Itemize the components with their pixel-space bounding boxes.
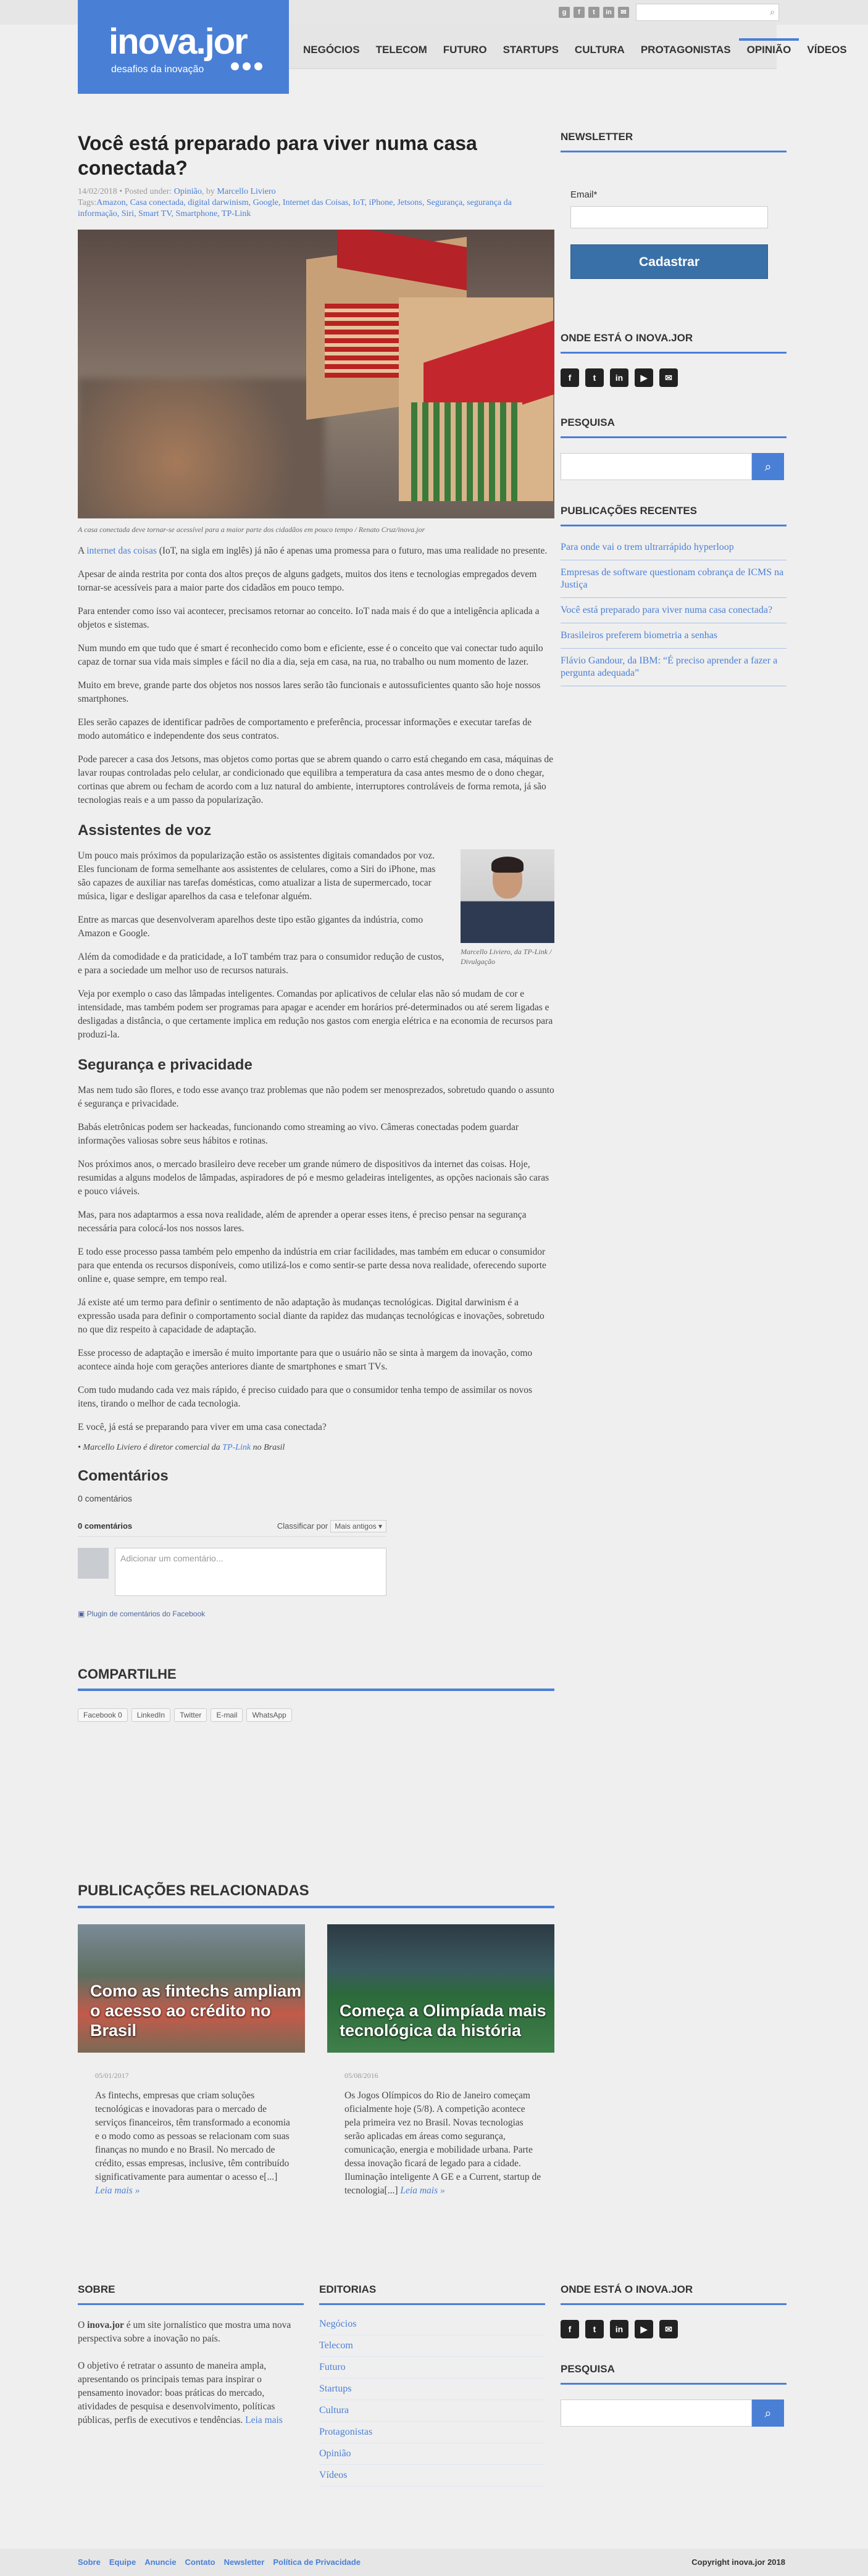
sidebar	[561, 131, 787, 686]
bottom-link[interactable]: Equipe	[109, 2557, 136, 2567]
share-whatsapp-button[interactable]: WhatsApp	[246, 1708, 291, 1722]
related-card-title[interactable]: Como as fintechs ampliam o acesso ao crédito no Brasil	[90, 1982, 302, 2040]
share-facebook-button[interactable]: Facebook 0	[78, 1708, 128, 1722]
where-title: ONDE ESTÁ O INOVA.JOR	[561, 332, 787, 354]
share-email-button[interactable]: E-mail	[211, 1708, 243, 1722]
related-card-date: 05/08/2016	[344, 2071, 378, 2080]
author-bio: • Marcello Liviero é diretor comercial da TP-Link no Brasil	[78, 1443, 285, 1452]
article-date: 14/02/2018	[78, 187, 117, 196]
article-meta: 14/02/2018 • Posted under: Opinião, by Marcello Liviero Tags:Amazon, Casa conectada, digital darwinism, Google, Internet das Coisas, IoT, iPhone, Jetsons, Segurança, segurança da informação, Siri, Smart TV, Smartphone, TP-Link	[78, 187, 512, 218]
read-more-link[interactable]: Leia mais »	[400, 2185, 445, 2196]
related-card[interactable]	[78, 1924, 305, 2198]
recent-item[interactable]: Flávio Gandour, da IBM: “É preciso aprender a fazer a pergunta adequada”	[561, 649, 787, 686]
twitter-icon[interactable]: t	[585, 368, 604, 387]
paragraph: Já existe até um termo para definir o sentimento de não adaptação às mudanças tecnológicas. Digital darwinism é a expressão usada para definir o comportamento social diante da rapidez das mudanças tecnológicas e inovações, sobretudo no que diz respeito à capacidade de adaptação.	[78, 1297, 545, 1335]
avatar	[78, 1548, 109, 1579]
email-field[interactable]	[570, 206, 768, 228]
footer-editorias	[319, 2283, 545, 2487]
tags-label: Tags:	[78, 198, 97, 207]
paragraph: Nos próximos anos, o mercado brasileiro deve receber um grande número de dispositivos da internet das coisas. Hoje, resumidas a alguns modelos de lâmpadas, aspiradores de pó e mesmo geladeiras inteligentes, as opções nacionais são caras e pouco viáveis.	[78, 1159, 549, 1197]
twitter-icon[interactable]: t	[585, 2320, 604, 2338]
youtube-icon[interactable]: ▶	[635, 368, 653, 387]
youtube-icon[interactable]: ▶	[635, 2320, 653, 2338]
fb-comments-bar	[78, 1516, 386, 1537]
recent-item[interactable]: Brasileiros preferem biometria a senhas	[561, 623, 787, 649]
sort-select[interactable]: Mais antigos ▾	[330, 1520, 386, 1532]
paragraph: Para entender como isso vai acontecer, precisamos retornar ao conceito. IoT nada mais é do que a inteligência aplicada a objetos e sistemas.	[78, 606, 540, 630]
paragraph: Além da comodidade e da praticidade, a IoT também traz para o consumidor redução de custos, e para a sociedade um melhor uso de recursos naturais.	[78, 952, 444, 976]
fb-compose	[78, 1548, 554, 1596]
menu-startups[interactable]: STARTUPS	[503, 44, 559, 56]
related-card-image[interactable]	[78, 1924, 305, 2053]
footer-search-input[interactable]	[561, 2399, 752, 2427]
menu-protagonistas[interactable]: PROTAGONISTAS	[640, 44, 731, 56]
iot-link[interactable]: internet das coisas	[86, 546, 157, 556]
comments-count: 0 comentários	[78, 1494, 132, 1503]
recent-item[interactable]: Para onde vai o trem ultrarrápido hyperloop	[561, 535, 787, 560]
top-social-icons	[559, 7, 629, 18]
paragraph: Mas, para nos adaptarmos a essa nova realidade, além de aprender a operar esses itens, é preciso pensar na segurança necessária para colocá-los nos nossos lares.	[78, 1210, 527, 1234]
bottom-link[interactable]: Contato	[185, 2557, 215, 2567]
about-text: O objetivo é retratar o assunto de maneira ampla, apresentando os principais temas para inspirar o pensamento inovador: boas práticas do mercado, atividades de pesquisa e desenvolvimento, políticas públicas, perfis de executivos e tendências. Leia mais	[78, 2361, 283, 2425]
article-body	[78, 544, 554, 1453]
bottom-bar	[0, 2549, 868, 2576]
sidebar-search	[561, 453, 787, 480]
paragraph: A internet das coisas (IoT, na sigla em inglês) já não é apenas uma promessa para o futuro, mas uma realidade no presente.	[78, 546, 548, 556]
editoria-link[interactable]: Telecom	[319, 2335, 545, 2357]
posted-label: • Posted under:	[119, 187, 172, 196]
footer-search	[561, 2399, 787, 2427]
facebook-icon[interactable]: f	[574, 7, 585, 18]
menu-videos[interactable]: VÍDEOS	[807, 44, 847, 56]
tplink-link[interactable]: TP-Link	[222, 1443, 251, 1452]
footer-where-title: ONDE ESTÁ O INOVA.JOR	[561, 2283, 787, 2305]
author-link[interactable]: Marcello Liviero	[217, 187, 276, 196]
footer-social	[561, 2320, 787, 2338]
email-icon[interactable]: ✉	[659, 368, 678, 387]
recent-list	[561, 535, 787, 686]
share-twitter-button[interactable]: Twitter	[174, 1708, 207, 1722]
subscribe-button[interactable]: Cadastrar	[570, 244, 768, 279]
menu-futuro[interactable]: FUTURO	[443, 44, 487, 56]
logo-brand: inova.jor	[109, 22, 247, 62]
paragraph: Muito em breve, grande parte dos objetos nos nossos lares serão tão funcionais e autossuficientes quanto são hoje nossos smartphones.	[78, 680, 541, 704]
linkedin-icon[interactable]: in	[603, 7, 614, 18]
editoria-link[interactable]: Startups	[319, 2379, 545, 2400]
search-icon: ⌕	[764, 459, 772, 474]
email-icon[interactable]: ✉	[618, 7, 629, 18]
copyright: Copyright inova.jor 2018	[691, 2557, 785, 2567]
search-input[interactable]	[561, 453, 752, 480]
hero-caption: A casa conectada deve tornar-se acessível para a maior parte dos cidadãos em pouco tempo / Renato Cruz/inova.jor	[78, 525, 425, 534]
paragraph: E você, já está se preparando para viver em uma casa conectada?	[78, 1422, 327, 1432]
google-plus-icon[interactable]: g	[559, 7, 570, 18]
related-card-image[interactable]	[327, 1924, 554, 2053]
related-card-title[interactable]: Começa a Olimpíada mais tecnológica da história	[340, 2001, 546, 2040]
fb-sort: Classificar por Mais antigos ▾	[277, 1520, 386, 1532]
paragraph: E todo esse processo passa também pelo empenho da indústria em criar facilidades, mas também em educar o consumidor para que entenda os recursos disponíveis, como utilizá-los e como sentir-se parte dessa nova realidade, oferecendo suporte online e, quase sempre, em tempo real.	[78, 1247, 546, 1284]
paragraph: Entre as marcas que desenvolveram aparelhos deste tipo estão gigantes da indústria, como Amazon e Google.	[78, 915, 424, 939]
facebook-icon: ▣	[78, 1610, 87, 1618]
paragraph: Pode parecer a casa dos Jetsons, mas objetos como portas que se abrem quando o carro está chegando em casa, máquinas de lavar roupas controladas pelo celular, ar condicionado que equilibra a temperatura da casa antes mesmo de o dono chegar, cortinas que abrem ou fecham de acordo com a luz natural do ambiente, interruptores controláveis de forma remota, já são tecnologias reais e a um passo da popularização.	[78, 754, 553, 805]
facebook-icon[interactable]: f	[561, 368, 579, 387]
bottom-link[interactable]: Anuncie	[144, 2557, 177, 2567]
fb-plugin-link[interactable]: ▣ Plugin de comentários do Facebook	[78, 1610, 206, 1618]
heading-security: Segurança e privacidade	[78, 1057, 252, 1073]
read-more-link[interactable]: Leia mais »	[95, 2185, 140, 2196]
menu-cultura[interactable]: CULTURA	[574, 44, 625, 56]
footer-where	[561, 2283, 787, 2427]
editoria-link[interactable]: Protagonistas	[319, 2422, 545, 2443]
share-title: COMPARTILHE	[78, 1666, 554, 1691]
linkedin-icon[interactable]: in	[610, 368, 628, 387]
fb-comments-count: 0 comentários	[78, 1521, 133, 1531]
category-link[interactable]: Opinião	[173, 187, 202, 196]
search-icon[interactable]: ⌕	[770, 7, 775, 17]
about-read-more-link[interactable]: Leia mais	[245, 2415, 283, 2425]
menu-opiniao[interactable]: OPINIÃO	[739, 38, 799, 57]
editoria-link[interactable]: Negócios	[319, 2314, 545, 2335]
menu-telecom[interactable]: TELECOM	[375, 44, 427, 56]
editorias-title: EDITORIAS	[319, 2283, 545, 2305]
email-icon[interactable]: ✉	[659, 2320, 678, 2338]
twitter-icon[interactable]: t	[588, 7, 599, 18]
paragraph: Babás eletrônicas podem ser hackeadas, funcionando como streaming ao vivo. Câmeras conectadas podem guardar informações valiosas sobre seus hábitos e rotinas.	[78, 1122, 519, 1146]
related-card-text: Os Jogos Olímpicos do Rio de Janeiro começam oficialmente hoje (5/8). A competição acontece pela primeira vez no Brasil. Novas tecnologias serão aplicadas em áreas como segurança, comunicação, energia e mobilidade urbana. Parte dessa inovação ficará de legado para a cidade. Iluminação inteligente A GE e a Current, startup de tecnologia[...] Leia mais »	[344, 2090, 541, 2196]
recent-item[interactable]: Você está preparado para viver numa casa conectada?	[561, 598, 787, 623]
comment-input[interactable]: Adicionar um comentário...	[115, 1548, 386, 1596]
comments-title: Comentários	[78, 1468, 169, 1484]
search-button[interactable]	[752, 453, 784, 480]
about-text: O inova.jor é um site jornalístico que mostra uma nova perspectiva sobre a inovação no país.	[78, 2320, 291, 2344]
paragraph: Num mundo em que tudo que é smart é reconhecido como bom e eficiente, esse é o conceito que vai conectar tudo aquilo capaz de tornar sua vida mais simples e fácil no dia a dia, seja em casa, na rua, no trabalho ou num momento de lazer.	[78, 643, 543, 667]
paragraph: Com tudo mudando cada vez mais rápido, é preciso cuidado para que o consumidor tenha tempo de assimilar os novos itens, tirando o melhor de cada tecnologia.	[78, 1385, 533, 1409]
editorias-list	[319, 2314, 545, 2487]
newsletter-title: NEWSLETTER	[561, 131, 787, 152]
recent-item[interactable]: Empresas de software questionam cobrança de ICMS na Justiça	[561, 560, 787, 598]
sidebar-social	[561, 368, 787, 387]
share-linkedin-button[interactable]: LinkedIn	[131, 1708, 170, 1722]
editoria-link[interactable]: Vídeos	[319, 2465, 545, 2487]
related-title: PUBLICAÇÕES RELACIONADAS	[78, 1882, 554, 1908]
author-image	[461, 849, 554, 943]
about-title: SOBRE	[78, 2283, 304, 2305]
paragraph: Mas nem tudo são flores, e todo esse avanço traz problemas que não podem ser menosprezados, sobretudo quando o assunto é segurança e privacidade.	[78, 1085, 554, 1109]
article	[78, 131, 554, 1722]
voice-section	[78, 849, 554, 1042]
search-title: PESQUISA	[561, 417, 787, 438]
paragraph: Apesar de ainda restrita por conta dos altos preços de alguns gadgets, muitos dos itens e tecnologias empregados devem tornar-se acessíveis para a maior parte dos cidadãos em pouco tempo.	[78, 569, 537, 593]
bottom-link[interactable]: Sobre	[78, 2557, 101, 2567]
paragraph: Eles serão capazes de identificar padrões de comportamento e preferência, processar informações e executar tarefas de modo automático e independente dos seus contratos.	[78, 717, 532, 741]
comments-box	[78, 1494, 554, 1618]
editoria-link[interactable]: Futuro	[319, 2357, 545, 2379]
facebook-icon[interactable]: f	[561, 2320, 579, 2338]
footer-search-title: PESQUISA	[561, 2363, 787, 2385]
author-photo-caption: Marcello Liviero, da TP-Link / Divulgação	[461, 947, 552, 966]
search-icon: ⌕	[764, 2406, 772, 2420]
footer-about	[78, 2283, 304, 2427]
footer-search-button[interactable]	[752, 2399, 784, 2427]
recent-title: PUBLICAÇÕES RECENTES	[561, 505, 787, 526]
bottom-link[interactable]: Política de Privacidade	[273, 2557, 361, 2567]
hero-image	[78, 230, 554, 518]
related-card-text: As fintechs, empresas que criam soluções tecnológicas e inovadoras para o mercado de serviços financeiros, têm transformado a economia e o modo como as pessoas se relacionam com suas finanças no mundo e no Brasil. No mercado de crédito, essas empresas, inclusive, têm contribuído significativamente para aumentar o acesso e[...] Leia mais »	[95, 2090, 290, 2196]
related-card-date: 05/01/2017	[95, 2071, 129, 2080]
heading-voice: Assistentes de voz	[78, 822, 212, 839]
tags-links[interactable]: Amazon, Casa conectada, digital darwinism, Google, Internet das Coisas, IoT, iPhone, Jetsons, Segurança, segurança da informação, Siri, Smart TV, Smartphone, TP-Link	[78, 198, 512, 218]
paragraph: Veja por exemplo o caso das lâmpadas inteligentes. Comandas por aplicativos de celular elas não só mudam de cor e intensidade, mas também podem ser programas para apagar e acender em horários pré-determinados ou até serem ligadas e desligadas a distância, o que certamente implica em redução nos gastos com energia elétrica e na economia de recursos para produzi-la.	[78, 989, 553, 1040]
logo-tagline: desafios da inovação	[111, 64, 204, 75]
author-photo	[461, 849, 554, 966]
main-menu	[295, 41, 855, 59]
linkedin-icon[interactable]: in	[610, 2320, 628, 2338]
paragraph: Um pouco mais próximos da popularização estão os assistentes digitais comandados por voz. Eles funcionam de forma semelhante aos assistentes de celulares, como a Siri do iPhone, mas são capazes de auxiliar nas tarefas domésticas, como atualizar a lista de supermercado, tocar música, ligar e desligar aparelhos da casa e telefonar alguém.	[78, 850, 436, 902]
editoria-link[interactable]: Cultura	[319, 2400, 545, 2422]
menu-negocios[interactable]: NEGÓCIOS	[303, 44, 360, 56]
article-title: Você está preparado para viver numa casa conectada?	[78, 132, 477, 179]
top-search-input[interactable]	[636, 4, 779, 21]
bottom-link[interactable]: Newsletter	[223, 2557, 265, 2567]
by-label: by	[206, 187, 215, 196]
paragraph: Esse processo de adaptação e imersão é muito importante para que o usuário não se sinta à margem da inovação, como acontece ainda hoje com gerações anteriores diante de smartphones e smart TVs.	[78, 1348, 533, 1372]
related-card[interactable]	[327, 1924, 554, 2198]
editoria-link[interactable]: Opinião	[319, 2443, 545, 2465]
logo-dots-icon	[231, 62, 262, 70]
share-buttons	[78, 1708, 554, 1722]
logo[interactable]	[78, 0, 289, 94]
bottom-links	[78, 2557, 361, 2567]
email-label: Email*	[570, 189, 598, 200]
